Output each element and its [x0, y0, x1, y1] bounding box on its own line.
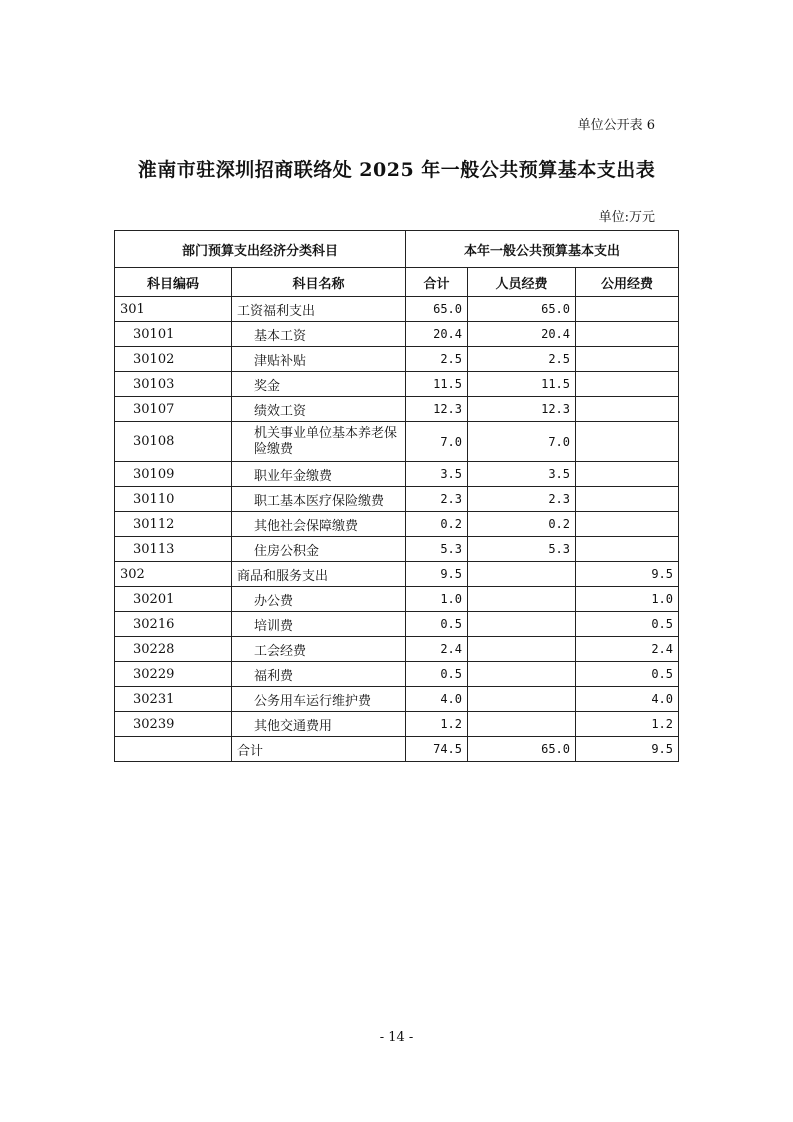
unit-label: 单位:万元: [598, 210, 655, 225]
table-row: [115, 512, 679, 537]
cell-code: 302: [115, 562, 232, 587]
cell-total: 0.5: [406, 612, 468, 637]
budget-table: [114, 230, 679, 762]
cell-total: 0.2: [406, 512, 468, 537]
table-column-header-row: [115, 268, 679, 297]
cell-total: 2.3: [406, 487, 468, 512]
cell-total: 12.3: [406, 397, 468, 422]
cell-name: 其他社会保障缴费: [232, 512, 406, 537]
cell-personnel: 3.5: [468, 462, 576, 487]
page-number: - 14 -: [379, 1030, 414, 1045]
cell-name: 其他交通费用: [232, 712, 406, 737]
table-row: [115, 322, 679, 347]
cell-name: 工会经费: [232, 637, 406, 662]
cell-name: 职业年金缴费: [232, 462, 406, 487]
cell-name: 办公费: [232, 587, 406, 612]
cell-public: [576, 372, 679, 397]
column-header-total: 合计: [406, 268, 468, 297]
table-group-header-row: [115, 231, 679, 268]
cell-personnel: 7.0: [468, 422, 576, 462]
cell-total: 2.5: [406, 347, 468, 372]
cell-code: 301: [115, 297, 232, 322]
cell-personnel: 12.3: [468, 397, 576, 422]
cell-total: 1.2: [406, 712, 468, 737]
cell-personnel: [468, 687, 576, 712]
table-row: [115, 587, 679, 612]
cell-code: 30229: [115, 662, 232, 687]
cell-code: 30113: [115, 537, 232, 562]
cell-name: 住房公积金: [232, 537, 406, 562]
group-header-basic-expenditure: 本年一般公共预算基本支出: [406, 231, 679, 268]
cell-total: 9.5: [406, 562, 468, 587]
cell-personnel: [468, 562, 576, 587]
cell-total: 65.0: [406, 297, 468, 322]
cell-public: [576, 512, 679, 537]
cell-personnel: [468, 612, 576, 637]
document-title: 淮南市驻深圳招商联络处 2025 年一般公共预算基本支出表: [137, 159, 656, 181]
cell-code: 30110: [115, 487, 232, 512]
cell-code: [115, 737, 232, 762]
cell-code: 30201: [115, 587, 232, 612]
cell-code: 30109: [115, 462, 232, 487]
cell-personnel: 0.2: [468, 512, 576, 537]
table-row: [115, 712, 679, 737]
cell-public: 0.5: [576, 612, 679, 637]
cell-public: [576, 322, 679, 347]
table-row: [115, 662, 679, 687]
table-total-row: [115, 737, 679, 762]
column-header-name: 科目名称: [232, 268, 406, 297]
cell-code: 30103: [115, 372, 232, 397]
cell-public: 2.4: [576, 637, 679, 662]
cell-total: 7.0: [406, 422, 468, 462]
cell-personnel: [468, 637, 576, 662]
cell-total: 20.4: [406, 322, 468, 347]
cell-public: [576, 347, 679, 372]
table-row: [115, 487, 679, 512]
column-header-code: 科目编码: [115, 268, 232, 297]
cell-name: 公务用车运行维护费: [232, 687, 406, 712]
table-row: [115, 612, 679, 637]
cell-public: [576, 297, 679, 322]
cell-personnel: 20.4: [468, 322, 576, 347]
cell-total: 74.5: [406, 737, 468, 762]
cell-code: 30102: [115, 347, 232, 372]
cell-code: 30228: [115, 637, 232, 662]
table-row: [115, 462, 679, 487]
cell-personnel: 2.5: [468, 347, 576, 372]
cell-total: 1.0: [406, 587, 468, 612]
cell-public: 4.0: [576, 687, 679, 712]
cell-code: 30107: [115, 397, 232, 422]
group-header-classification: 部门预算支出经济分类科目: [115, 231, 406, 268]
cell-public: 1.2: [576, 712, 679, 737]
table-row: [115, 422, 679, 462]
table-body: [115, 297, 679, 762]
cell-name: 工资福利支出: [232, 297, 406, 322]
table-row: [115, 397, 679, 422]
cell-name: 培训费: [232, 612, 406, 637]
table-row: [115, 347, 679, 372]
cell-code: 30239: [115, 712, 232, 737]
cell-name: 职工基本医疗保险缴费: [232, 487, 406, 512]
cell-public: 1.0: [576, 587, 679, 612]
document-label: 单位公开表 6: [577, 118, 655, 133]
cell-total: 2.4: [406, 637, 468, 662]
table-row: [115, 372, 679, 397]
table-row: [115, 687, 679, 712]
column-header-public: 公用经费: [576, 268, 679, 297]
cell-name: 奖金: [232, 372, 406, 397]
cell-code: 30231: [115, 687, 232, 712]
cell-code: 30101: [115, 322, 232, 347]
cell-public: [576, 397, 679, 422]
cell-total: 4.0: [406, 687, 468, 712]
cell-personnel: 65.0: [468, 297, 576, 322]
cell-code: 30216: [115, 612, 232, 637]
cell-name: 基本工资: [232, 322, 406, 347]
cell-name: 机关事业单位基本养老保险缴费: [232, 422, 406, 462]
column-header-personnel: 人员经费: [468, 268, 576, 297]
cell-code: 30112: [115, 512, 232, 537]
cell-public: [576, 487, 679, 512]
cell-code: 30108: [115, 422, 232, 462]
cell-personnel: 5.3: [468, 537, 576, 562]
cell-name: 津贴补贴: [232, 347, 406, 372]
cell-personnel: 65.0: [468, 737, 576, 762]
cell-name: 合计: [232, 737, 406, 762]
cell-personnel: [468, 587, 576, 612]
cell-name: 商品和服务支出: [232, 562, 406, 587]
cell-total: 5.3: [406, 537, 468, 562]
table-row: [115, 637, 679, 662]
cell-public: [576, 462, 679, 487]
cell-personnel: [468, 662, 576, 687]
table-row: [115, 562, 679, 587]
cell-public: 9.5: [576, 737, 679, 762]
cell-total: 3.5: [406, 462, 468, 487]
table-row: [115, 297, 679, 322]
cell-personnel: 2.3: [468, 487, 576, 512]
cell-public: [576, 537, 679, 562]
cell-total: 11.5: [406, 372, 468, 397]
cell-public: 0.5: [576, 662, 679, 687]
cell-personnel: [468, 712, 576, 737]
cell-name: 福利费: [232, 662, 406, 687]
cell-public: 9.5: [576, 562, 679, 587]
cell-total: 0.5: [406, 662, 468, 687]
cell-public: [576, 422, 679, 462]
cell-personnel: 11.5: [468, 372, 576, 397]
table-row: [115, 537, 679, 562]
cell-name: 绩效工资: [232, 397, 406, 422]
